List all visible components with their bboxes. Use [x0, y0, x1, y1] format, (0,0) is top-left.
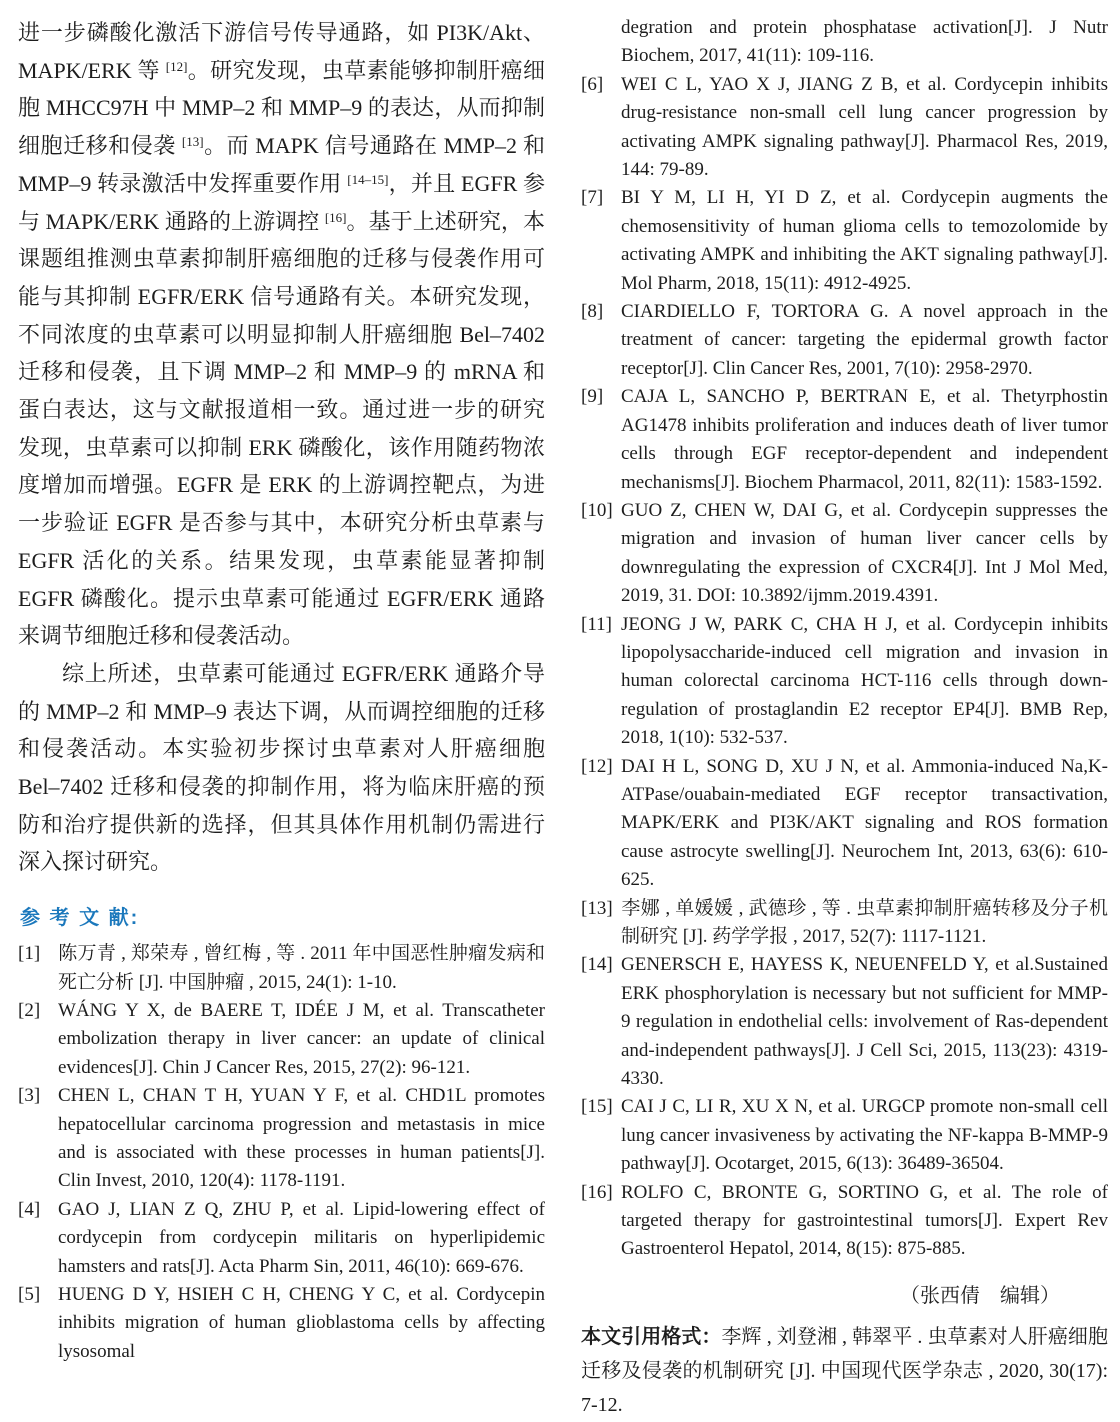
- reference-item: [581, 184, 1108, 298]
- reference-number: [14]: [581, 954, 613, 976]
- reference-item: [581, 71, 1108, 185]
- citation-format-label: 本文引用格式：: [581, 1325, 722, 1348]
- reference-item: [581, 383, 1108, 497]
- discussion-paragraph-2: 综上所述，虫草素可能通过 EGFR/ERK 通路介导的 MMP–2 和 MMP–9 表达下调，从而调控细胞的迁移和侵袭活动。本实验初步探讨虫草素对人肝癌细胞 Bel–7402 迁移和侵袭的抑制作用，将为临床肝癌的预防和治疗提供新的选择，但其具体作用机制仍需进行深入探讨研究。: [18, 660, 545, 875]
- reference-item: [581, 611, 1108, 753]
- reference-item: [18, 997, 545, 1082]
- text-run: 进一步磷酸化激活下游信号传导通路，如 PI3K/Akt、MAPK/ERK 等: [18, 20, 545, 83]
- reference-item: [18, 1281, 545, 1366]
- editor-note: （张西倩 编辑）: [900, 1284, 1060, 1307]
- reference-text: WÁNG Y X, de BAERE T, IDÉE J M, et al. Transcatheter embolization therapy in liver cancer: an update of clinical evidences[J]. Chin J Cancer Res, 2015, 27(2): 96-121.: [58, 999, 545, 1078]
- reference-number: [16]: [581, 1181, 613, 1203]
- citation-superscript: [16]: [324, 209, 347, 225]
- citation-superscript: [12]: [165, 58, 188, 74]
- reference-text: CAI J C, LI R, XU X N, et al. URGCP promote non-small cell lung cancer invasiveness by activating the NF-kappa B-MMP-9 pathway[J]. Ocotarget, 2015, 6(13): 36489-36504.: [621, 1096, 1108, 1175]
- reference-number: [10]: [581, 499, 613, 521]
- reference-item: [581, 895, 1108, 952]
- reference-number: [3]: [18, 1085, 41, 1107]
- reference-item: [581, 1179, 1108, 1264]
- reference-text: CAJA L, SANCHO P, BERTRAN E, et al. Thetyrphostin AG1478 inhibits proliferation and induces death of liver tumor cells through EGF receptor-dependent and independent mechanisms[J]. Biochem Pharmacol, 2011, 82(11): 1583-1592.: [621, 386, 1108, 493]
- citation-superscript: [14–15]: [347, 171, 389, 187]
- references-heading: 参 考 文 献:: [20, 907, 140, 930]
- reference-text: JEONG J W, PARK C, CHA H J, et al. Cordycepin inhibits lipopolysaccharide-induced cell migration and invasion in human colorectal carcinoma HCT-116 cells through down-regulation of prostaglandin E2 receptor EP4[J]. BMB Rep, 2018, 1(10): 532-537.: [621, 613, 1108, 749]
- text-run: 。研究发现，虫草素能够抑制肝癌细胞 MHCC97H 中 MMP–2 和 MMP–9 的表达，从而抑制细胞迁移和侵袭: [18, 57, 545, 159]
- references-list-right: [581, 14, 1108, 1264]
- reference-text: 李娜 , 单媛媛 , 武德珍 , 等 . 虫草素抑制肝癌转移及分子机制研究 [J]. 药学学报 , 2017, 52(7): 1117-1121.: [621, 897, 1108, 947]
- reference-number: [7]: [581, 187, 604, 209]
- reference-text: HUENG D Y, HSIEH C H, CHENG Y C, et al. Cordycepin inhibits migration of human glioblastoma cells by affecting lysosomal: [58, 1284, 545, 1362]
- reference-text: GENERSCH E, HAYESS K, NEUENFELD Y, et al.Sustained ERK phosphorylation is necessary but not sufficient for MMP-9 regulation in endothelial cells: involvement of Ras-dependent and-independent pathways[J]. J Cell Sci, 2015, 113(23): 4319-4330.: [621, 954, 1108, 1090]
- text-run: 。基于上述研究，本课题组推测虫草素抑制肝癌细胞的迁移与侵袭作用可能与其抑制 EGFR/ERK 信号通路有关。本研究发现，不同浓度的虫草素可以明显抑制人肝癌细胞 Bel–7402 迁移和侵袭，且下调 MMP–2 和 MMP–9 的 mRNA 和蛋白表达，这与文献报道相一致。通过进一步的研究发现，虫草素可以抑制 ERK 磷酸化，该作用随药物浓度增加而增强。EGFR 是 ERK 的上游调控靶点，为进一步验证 EGFR 是否参与其中，本研究分析虫草素与 EGFR 活化的关系。结果发现，虫草素能显著抑制 EGFR 磷酸化。提示虫草素可能通过 EGFR/ERK 通路来调节细胞迁移和侵袭活动。: [18, 208, 545, 649]
- reference-number: [9]: [581, 386, 604, 408]
- reference-text: DAI H L, SONG D, XU J N, et al. Ammonia-induced Na,K-ATPase/ouabain-mediated EGF receptor transactivation, MAPK/ERK and PI3K/AKT signaling and ROS formation cause astrocyte swelling[J]. Neurochem Int, 2013, 63(6): 610-625.: [621, 755, 1108, 891]
- reference-text: ROLFO C, BRONTE G, SORTINO G, et al. The role of targeted therapy for gastrointestinal tumors[J]. Expert Rev Gastroenterol Hepatol, 2014, 8(15): 875-885.: [621, 1181, 1108, 1260]
- reference-item: [581, 497, 1108, 611]
- reference-number: [12]: [581, 755, 613, 777]
- reference-number: [2]: [18, 999, 41, 1021]
- reference-text: BI Y M, LI H, YI D Z, et al. Cordycepin augments the chemosensitivity of human glioma cells to temozolomide by activating AMPK and inhibiting the AKT signaling pathway[J]. Mol Pharm, 2018, 15(11): 4912-4925.: [621, 187, 1108, 294]
- reference-item: [18, 940, 545, 997]
- reference-text: WEI C L, YAO X J, JIANG Z B, et al. Cordycepin inhibits drug-resistance non-small cell lung cancer progression by activating AMPK signaling pathway[J]. Pharmacol Res, 2019, 144: 79-89.: [621, 73, 1108, 181]
- reference-item: [581, 298, 1108, 383]
- reference-item: [18, 1082, 545, 1196]
- reference-text: GUO Z, CHEN W, DAI G, et al. Cordycepin suppresses the migration and invasion of human liver cancer cells by downregulating the expression of CXCR4[J]. Int J Mol Med, 2019, 31. DOI: 10.3892/ijmm.2019.4391.: [621, 499, 1108, 607]
- reference-item: [581, 951, 1108, 1093]
- citation-note: [581, 1320, 1108, 1422]
- references-list-left: [18, 940, 545, 1366]
- reference-number: [6]: [581, 73, 604, 95]
- text-run: 。而 MAPK 信号通路在 MMP–2 和 MMP–9 转录激活中发挥重要作用: [18, 133, 545, 196]
- reference-text: CIARDIELLO F, TORTORA G. A novel approach in the treatment of cancer: targeting the epidermal growth factor receptor[J]. Clin Cancer Res, 2001, 7(10): 2958-2970.: [621, 301, 1108, 379]
- reference-number: [8]: [581, 301, 604, 323]
- reference-text: degration and protein phosphatase activation[J]. J Nutr Biochem, 2017, 41(11): 109-116.: [621, 17, 1108, 67]
- citation-superscript: [13]: [181, 134, 204, 150]
- reference-number: [11]: [581, 613, 612, 635]
- left-column: [18, 14, 545, 1362]
- right-column: [581, 14, 1109, 1416]
- reference-number: [4]: [18, 1198, 41, 1220]
- reference-text: GAO J, LIAN Z Q, ZHU P, et al. Lipid-lowering effect of cordycepin from cordycepin militaris on hyperlipidemic hamsters and rats[J]. Acta Pharm Sin, 2011, 46(10): 669-676.: [58, 1198, 545, 1277]
- text-run: ，并且 EGFR 参与 MAPK/ERK 通路的上游调控: [18, 170, 545, 234]
- reference-number: [1]: [18, 943, 41, 965]
- reference-item: [581, 1093, 1108, 1178]
- reference-text: 陈万青 , 郑荣寿 , 曾红梅 , 等 . 2011 年中国恶性肿瘤发病和死亡分析 [J]. 中国肿瘤 , 2015, 24(1): 1-10.: [58, 943, 545, 993]
- reference-text: CHEN L, CHAN T H, YUAN Y F, et al. CHD1L promotes hepatocellular carcinoma progression and metastasis in mice and is associated with these processes in human patients[J]. Clin Invest, 2010, 120(4): 1178-1191.: [58, 1085, 545, 1192]
- citation-format-text: 李辉 , 刘登湘 , 韩翠平 . 虫草素对人肝癌细胞迁移及侵袭的机制研究 [J]. 中国现代医学杂志 , 2020, 30(17): 7-12.: [581, 1325, 1109, 1416]
- reference-item: [581, 753, 1108, 895]
- reference-number: [5]: [18, 1284, 41, 1306]
- reference-item: [581, 14, 1108, 71]
- reference-number: [13]: [581, 897, 613, 919]
- reference-number: [15]: [581, 1096, 613, 1118]
- reference-item: [18, 1196, 545, 1281]
- discussion-paragraph-1: [18, 14, 545, 655]
